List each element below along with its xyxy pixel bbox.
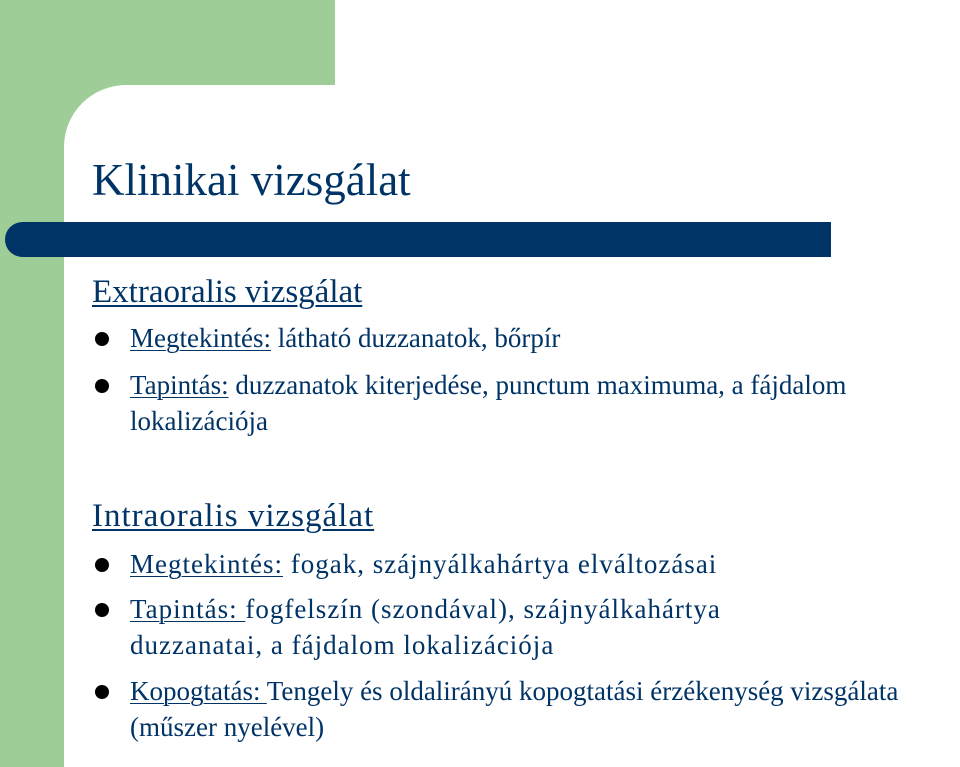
intraoral-item-1 xyxy=(130,546,930,582)
bullet-dot-icon xyxy=(95,603,109,617)
slide-title: Klinikai vizsgálat xyxy=(92,155,411,205)
extraoral-heading: Extraoralis vizsgálat xyxy=(92,274,363,310)
item-text: Tengely és oldalirányú kopogtatási érzékenység vizsgálata (műszer nyelével) xyxy=(130,676,899,742)
item-lead: Tapintás: xyxy=(130,370,229,400)
bullet-dot-icon xyxy=(95,379,109,393)
bullet-dot-icon xyxy=(95,332,109,346)
item-text: fogak, szájnyálkahártya elváltozásai xyxy=(282,549,718,579)
item-lead: Megtekintés: xyxy=(130,549,283,579)
item-text: látható duzzanatok, bőrpír xyxy=(270,323,561,353)
item-lead: Megtekintés: xyxy=(130,323,271,353)
bullet-dot-icon xyxy=(95,558,109,572)
item-lead: Tapintás: xyxy=(130,594,246,624)
title-divider-bar xyxy=(5,222,831,257)
intraoral-heading: Intraoralis vizsgálat xyxy=(92,498,375,534)
top-accent-band xyxy=(0,0,335,85)
item-text: duzzanatok kiterjedése, punctum maximuma, a fájdalom lokalizációja xyxy=(130,370,847,436)
bullet-dot-icon xyxy=(95,685,109,699)
item-lead: Kopogtatás: xyxy=(130,676,267,706)
intraoral-item-3 xyxy=(130,673,958,745)
intraoral-item-2 xyxy=(130,591,830,663)
extraoral-item-1 xyxy=(130,320,930,356)
extraoral-item-2 xyxy=(130,367,910,439)
item-text: fogfelszín (szondával), szájnyálkahártya duzzanatai, a fájdalom lokalizációja xyxy=(130,594,721,660)
